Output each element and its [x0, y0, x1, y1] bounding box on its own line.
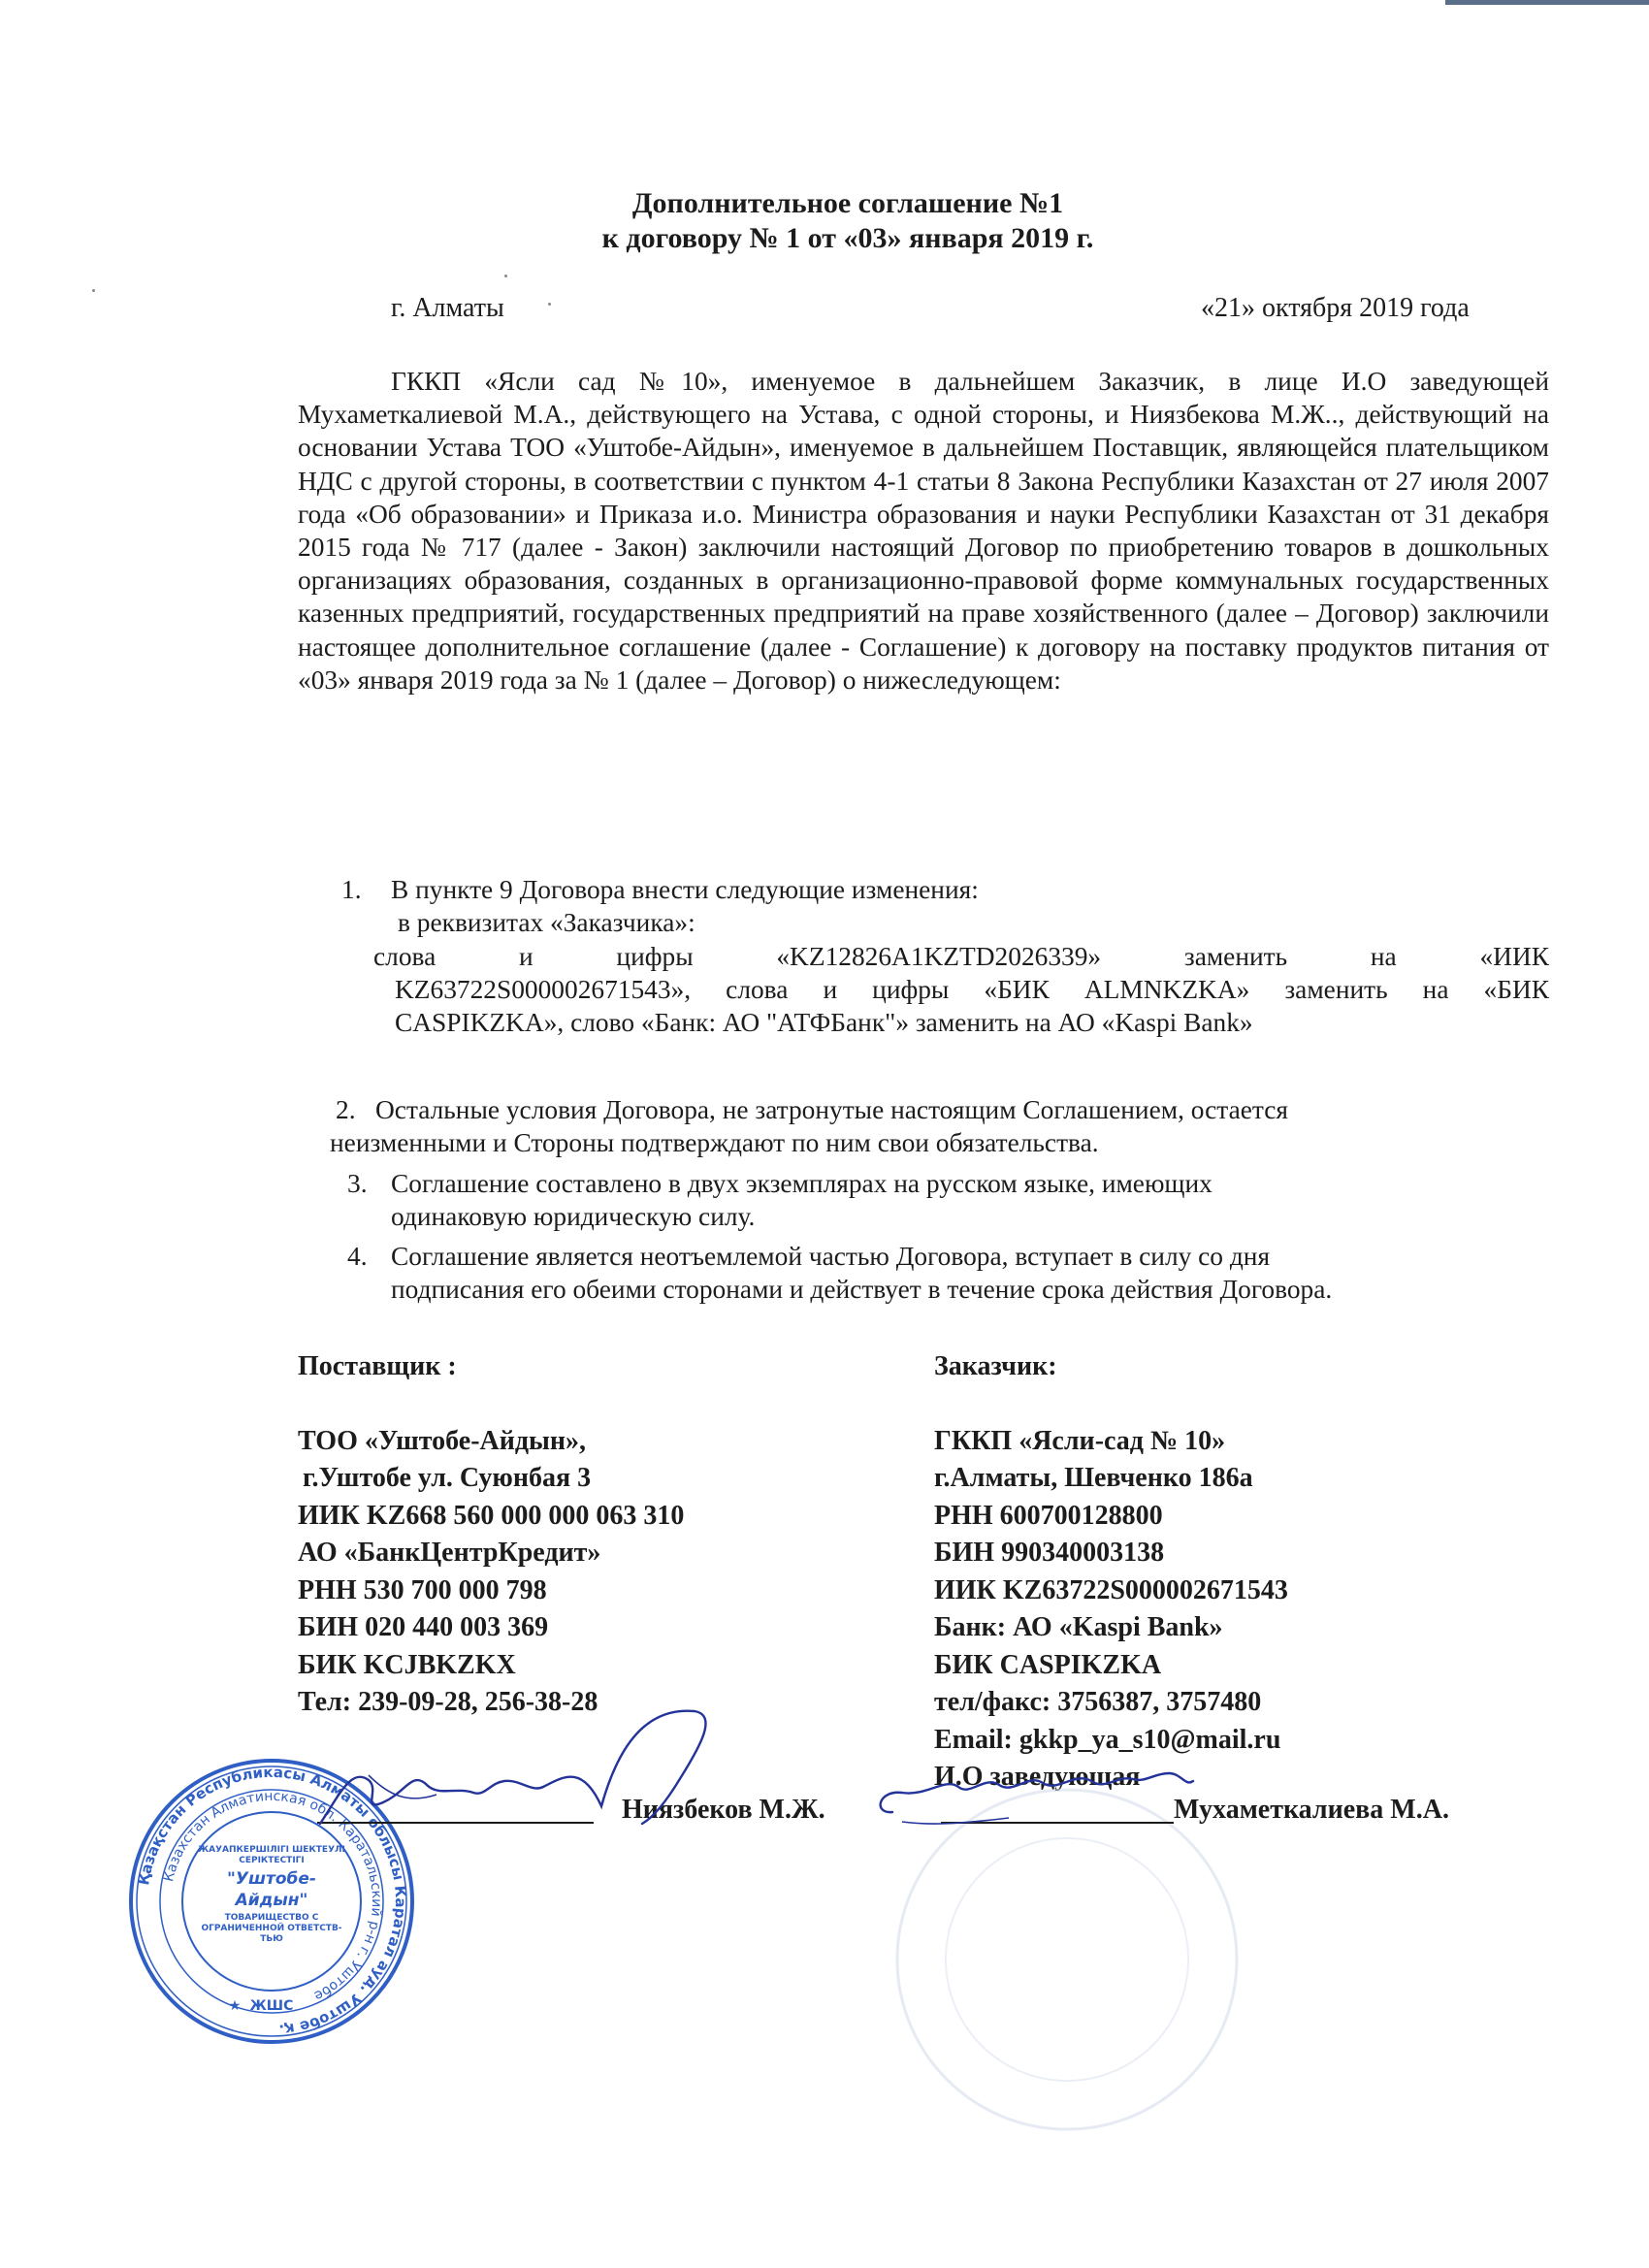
customer-signatory: Мухаметкалиева М.А.: [1174, 1795, 1449, 1825]
customer-bik: БИК CASPIKZKA: [934, 1649, 1162, 1680]
document-date: «21» октября 2019 года: [1201, 293, 1470, 323]
preamble-text: ГККП «Ясли сад №10», именуемое в дальнейшем Заказчик, в лице И.О заведующей Мухаметкалиевой М.А., действующего на Устава, с одной стороны, и Ниязбекова М.Ж.., действующий на основании Устава ТОО «Уштобе-Айдын», именуемое в дальнейшем Поставщик, являющейся плательщиком НДС с другой стороны, в соответствии с пунктом 4-1 статьи 8 Закона Республики Казахстан от 27 июля 2007 года «Об образовании» и Приказа и.о. Министра образования и науки Республики Казахстан от 31 декабря 2015 года № 717 (далее - Закон) заключили настоящий Договор по приобретению товаров в дошкольных организациях образования, созданных в организационно-правовой форме коммунальных государственных казенных предприятий, государственных предприятий на праве хозяйственного (далее – Договор) заключили настоящее дополнительное соглашение (далее - Соглашение) к договору на поставку продуктов питания от «03» января 2019 года за № 1 (далее – Договор) о нижеследующем:: [298, 367, 1549, 695]
customer-position: И.О заведующая: [934, 1762, 1141, 1792]
supplier-name: ТОО «Уштобе-Айдын»,: [298, 1425, 587, 1456]
item-number: 2.: [336, 1095, 356, 1124]
customer-email: Email: gkkp_ya_s10@mail.ru: [934, 1724, 1281, 1755]
customer-iik: ИИК KZ63722S000002671543: [934, 1574, 1288, 1605]
item1-subtitle: в реквизитах «Заказчика»:: [398, 908, 695, 937]
customer-address: г.Алматы, Шевченко 186а: [934, 1463, 1253, 1493]
stamp-top-text: ЖАУАПКЕРШІЛІГІ ШЕКТЕУЛІ СЕРІКТЕСТІГІ: [198, 1845, 345, 1865]
scan-speck: [504, 275, 507, 277]
document-place: г. Алматы: [391, 293, 504, 323]
item-number: 3.: [347, 1169, 368, 1198]
customer-name: ГККП «Ясли-сад № 10»: [934, 1425, 1226, 1456]
supplier-rnn: РНН 530 700 000 798: [298, 1574, 547, 1605]
item4-line: подписания его обеими сторонами и действует в течение срока действия Договора.: [391, 1275, 1333, 1304]
stamp-company-name: "Уштобе-Айдын": [226, 1869, 316, 1910]
supplier-heading: Поставщик :: [298, 1351, 457, 1381]
customer-signature-line: [941, 1822, 1174, 1824]
preamble-paragraph: [298, 365, 1549, 697]
supplier-signature-line: [317, 1822, 594, 1824]
item1-title: В пункте 9 Договора внести следующие изменения:: [391, 875, 979, 904]
item4-line: Соглашение является неотъемлемой частью Договора, вступает в силу со дня: [391, 1242, 1271, 1271]
stamp-inner-text: Казахстан Алматинская обл. Каратальский р-н г. Уштобе: [161, 1788, 385, 2004]
customer-rnn: РНН 600700128800: [934, 1500, 1163, 1531]
item2-line: неизменными и Стороны подтверждают по ним свои обязательства.: [330, 1128, 1099, 1157]
supplier-bik: БИК KCJBKZKX: [298, 1649, 516, 1680]
customer-heading: Заказчик:: [934, 1351, 1057, 1381]
customer-bin: БИН 990340003138: [934, 1538, 1165, 1568]
item3-line: Соглашение составлено в двух экземплярах на русском языке, имеющих: [391, 1169, 1212, 1198]
scan-speck: [548, 303, 551, 306]
item1-line: CASPIKZKA», слово «Банк: АО "АТФБанк"» заменить на АО «Kaspi Bank»: [395, 1008, 1253, 1037]
document-subtitle: к договору № 1 от «03» января 2019 г.: [601, 222, 1094, 254]
supplier-bin: БИН 020 440 003 369: [298, 1612, 549, 1642]
customer-bank: Банк: АО «Kaspi Bank»: [934, 1612, 1223, 1642]
customer-phone: тел/факс: 3756387, 3757480: [934, 1687, 1262, 1717]
scan-speck: [92, 289, 95, 292]
document-title: Дополнительное соглашение №1: [631, 187, 1064, 219]
stamp-footer: ЖШС: [249, 1998, 294, 2014]
item-number: 1.: [341, 875, 362, 904]
stamp-star-icon: ★: [228, 1999, 242, 2014]
customer-requisites: [934, 1348, 1288, 1797]
item2-line: Остальные условия Договора, не затронутые настоящим Соглашением, остается: [375, 1095, 1288, 1124]
item1-line: слова и цифры «KZ12826A1KZTD2026339» заменить на «ИИК: [373, 942, 1549, 971]
item1-line: KZ63722S000002671543», слова и цифры «БИК ALMNKZKA» заменить на «БИК: [395, 975, 1549, 1004]
company-stamp: [126, 1756, 417, 2047]
item-number: 4.: [347, 1242, 368, 1271]
supplier-phone: Тел: 239-09-28, 256-38-28: [298, 1687, 598, 1717]
stamp-outer-text: Қазақстан Республикасы Алматы облысы Каратал ауд. Уштобе қ.: [135, 1763, 410, 2039]
stamp-bottom-text: ТОВАРИЩЕСТВО С ОГРАНИЧЕННОЙ ОТВЕТСТВ-ТЬЮ: [201, 1913, 342, 1944]
supplier-signatory: Ниязбеков М.Ж.: [622, 1795, 825, 1825]
supplier-bank: АО «БанкЦентрКредит»: [298, 1538, 601, 1568]
supplier-iik: ИИК KZ668 560 000 000 063 310: [298, 1500, 685, 1531]
supplier-requisites: [298, 1348, 684, 1722]
scan-edge-line: [1445, 0, 1649, 5]
supplier-address: г.Уштобе ул. Суюнбая 3: [303, 1463, 592, 1493]
item3-line: одинаковую юридическую силу.: [391, 1202, 756, 1231]
